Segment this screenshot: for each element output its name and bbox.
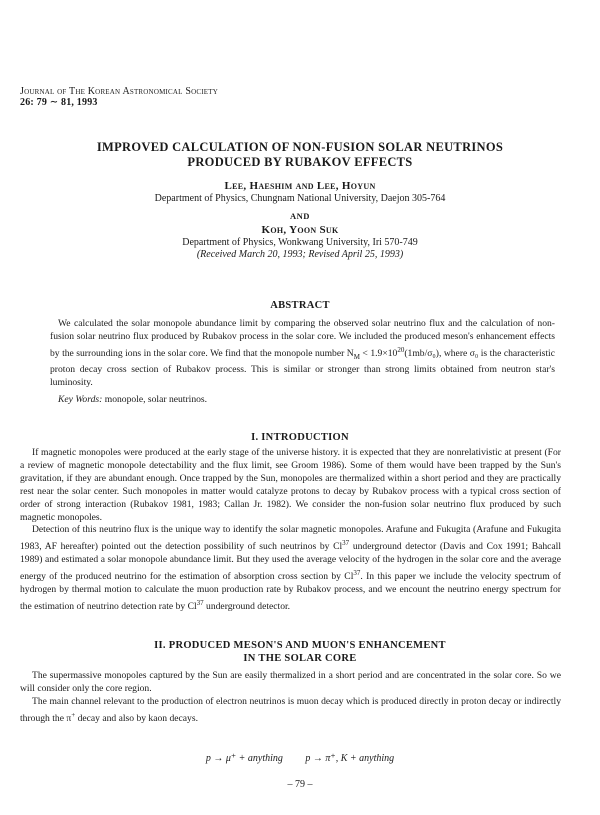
affiliation-1: Department of Physics, Chungnam National University, Daejon 305-764: [154, 192, 446, 204]
author-group-1: [0, 180, 600, 205]
author-names-2: Koh, Yoon Suk: [261, 224, 339, 236]
section-2-body: [20, 670, 561, 726]
isotope-superscript: 37: [342, 539, 350, 548]
intro-text-c: . In this paper we include the velocity spectrum of hydrogen by thermal motion to calculate the muon production rate by Rubakov process, and we encount the neutrino energy spectrum for the estimation of neutrino detection rate by Cl: [20, 571, 562, 613]
journal-volume: 26: 79 ∼ 81, 1993: [20, 97, 98, 108]
intro-paragraph-2: [20, 524, 561, 614]
journal-name: Journal of The Korean Astronomical Society: [20, 86, 218, 97]
isotope-superscript: 37: [353, 569, 361, 578]
journal-header: [20, 86, 218, 108]
keywords-line: [58, 394, 207, 405]
paper-title: [0, 140, 600, 170]
abstract-body: [50, 318, 555, 390]
section-2-text-b: decay and also by kaon decays.: [75, 712, 198, 724]
section-1-body: [20, 447, 561, 614]
author-group-2: [0, 224, 600, 262]
title-line-1: IMPROVED CALCULATION OF NON-FUSION SOLAR NEUTRINOS: [96, 140, 504, 154]
title-line-2: PRODUCED BY RUBAKOV EFFECTS: [187, 155, 413, 169]
formula-mid: < 1.9×10: [359, 348, 398, 359]
pion-charge-superscript: +: [71, 710, 76, 719]
author-names-1: Lee, Haeshim and Lee, Hoyun: [224, 180, 376, 192]
abstract-text-1: We calculated the solar monopole abundance limit by comparing the observed solar neutrino flux and the calculation of non-fusion solar neutrino flux produced by Rubakov process in the solar core. We included the produced meson's enhancement effects by the surrounding ions in the solar core. We find that the monopole number N: [50, 318, 555, 359]
equation-right: p → π⁺, K + anything: [305, 753, 395, 764]
isotope-superscript: 37: [196, 599, 204, 608]
section-2-heading-line-1: II. PRODUCED MESON'S AND MUON'S ENHANCEMENT: [154, 640, 446, 651]
received-dates: (Received March 20, 1993; Revised April 25, 1993): [196, 249, 404, 260]
equation-left: p → μ⁺ + anything: [205, 753, 283, 764]
abstract-paragraph: [50, 318, 555, 390]
reaction-equation: [0, 753, 600, 764]
page-number: – 79 –: [287, 779, 313, 790]
and-separator: AND: [290, 211, 310, 221]
formula-subscript: M: [353, 352, 360, 361]
abstract-text-2: (1mb/σ₀), where σ₀ is the characteristic proton decay cross section of Rubakov process. This is similar or stronger than strong limits obtained from neutron star's luminosity.: [50, 348, 555, 388]
intro-text-a: Detection of this neutrino flux is the unique way to identify the solar magnetic monopoles. Arafune and Fukugita (Arafune and Fukugita 1983, AF hereafter) pointed out the detection possibility of such neutrinos by Cl: [20, 524, 561, 553]
section-2-paragraph-2: [20, 696, 561, 726]
author-and: [0, 210, 600, 223]
section-2-text-a: The main channel relevant to the production of electron neutrinos is muon decay which is produced directly in proton decay or indirectly through the π: [20, 695, 561, 724]
keywords-label: Key Words:: [58, 394, 103, 405]
intro-text-d: underground detector.: [203, 601, 291, 613]
affiliation-2: Department of Physics, Wonkwang University, Iri 570-749: [182, 236, 418, 248]
formula-exponent: 20: [397, 345, 405, 354]
intro-text-b: underground detector (Davis and Cox 1991; Bahcall 1989) and estimated a solar monopole abundance limit. But they used the average velocity of the hydrogen in the solar core and the average energy of the produced neutrino for the estimation of absorption cross section by Cl: [20, 541, 562, 583]
section-2-heading: [0, 639, 600, 665]
section-2-paragraph-1: The supermassive monopoles captured by the Sun are easily thermalized in a short period and are concentrated in the solar core. So we will consider only the core region.: [20, 670, 561, 694]
intro-paragraph-1: If magnetic monopoles were produced at the early stage of the universe history. it is expected that they are nonrelativistic at present (For a review of magnetic monopole detectability and the flux limit, see Groom 1986). Some of them would have been trapped by the Sun's gravitation, if they are abundant enough. Once trapped by the Sun, monopoles are thermalized within a short period and they are practically rest near the solar center. Such monopoles in matter would catalyze protons to decay by Rubakov process with a typical cross section of order of strong interaction (Rubakov 1981, 1983; Callan Jr. 1982). We consider the non-fusion solar neutrino flux produced by such magnetic monopoles.: [20, 447, 561, 523]
keywords-value: monopole, solar neutrinos.: [104, 394, 208, 405]
section-2-heading-line-2: IN THE SOLAR CORE: [243, 653, 357, 664]
abstract-heading: ABSTRACT: [270, 300, 330, 311]
section-1-heading: I. INTRODUCTION: [251, 432, 349, 443]
